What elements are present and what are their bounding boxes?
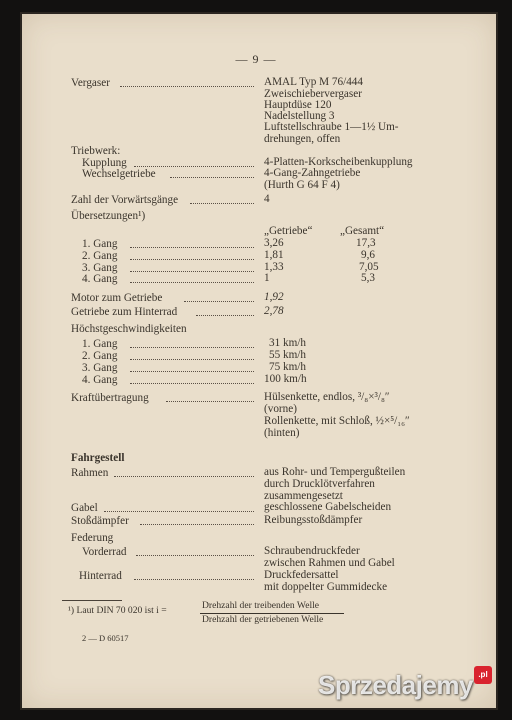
leader-dots xyxy=(136,553,254,556)
vergaser-line-5: Luftstellschraube 1—1½ Um- xyxy=(264,121,399,133)
rahmen-line-2: durch Drucklötverfahren xyxy=(264,478,375,490)
watermark-badge: .pl xyxy=(474,666,492,684)
hinterrad-label: Hinterrad xyxy=(79,570,122,582)
speed-gear-name: 1. Gang xyxy=(82,338,118,350)
kraft-line-4: (hinten) xyxy=(264,427,300,439)
vorderrad-line-1: Schraubendruckfeder xyxy=(264,545,360,557)
leader-dots xyxy=(184,299,254,302)
leader-dots xyxy=(130,369,254,372)
motor-getriebe-value: 1,92 xyxy=(264,291,284,303)
footnote-numerator: Drehzahl der treibenden Welle xyxy=(202,600,320,611)
leader-dots xyxy=(114,474,254,477)
kraft-line-1: Hülsenkette, endlos, ³/₈×³/₈″ xyxy=(264,391,390,403)
gear-ratio-gesamt: 5,3 xyxy=(361,272,375,284)
speed-value: 100 km/h xyxy=(264,373,307,385)
leader-dots xyxy=(130,357,254,360)
hoechstgeschwindigkeiten-label: Höchstgeschwindigkeiten xyxy=(71,323,187,335)
leader-dots xyxy=(190,201,254,204)
vergaser-label: Vergaser xyxy=(71,77,110,89)
footnote-separator xyxy=(62,600,122,601)
kraftuebertragung-label: Kraftübertragung xyxy=(71,392,149,404)
leader-dots xyxy=(104,509,254,512)
vergaser-line-2: Zweischiebervergaser xyxy=(264,88,362,100)
rahmen-line-3: zusammengesetzt xyxy=(264,490,343,502)
leader-dots xyxy=(170,175,254,178)
kraft-line-2: (vorne) xyxy=(264,403,297,415)
stossdaempfer-label: Stoßdämpfer xyxy=(71,515,129,527)
motor-getriebe-label: Motor zum Getriebe xyxy=(71,292,163,304)
gear-ratio-name: 1. Gang xyxy=(82,238,118,250)
getriebe-hinterrad-value: 2,78 xyxy=(264,305,284,317)
rahmen-line-1: aus Rohr- und Tempergußteilen xyxy=(264,466,406,478)
vergaser-line-4: Nadelstellung 3 xyxy=(264,110,335,122)
leader-dots xyxy=(120,84,254,87)
col-gesamt-header: „Gesamt“ xyxy=(340,225,385,237)
gear-ratio-gesamt: 7,05 xyxy=(359,261,379,273)
speed-value: 75 km/h xyxy=(269,361,306,373)
stossdaempfer-value: Reibungsstoßdämpfer xyxy=(264,514,363,526)
leader-dots xyxy=(196,313,254,316)
leader-dots xyxy=(130,269,254,272)
leader-dots xyxy=(130,280,254,283)
speed-value: 31 km/h xyxy=(269,337,306,349)
leader-dots xyxy=(130,245,254,248)
leader-dots xyxy=(130,381,254,384)
vorwaertsgaenge-value: 4 xyxy=(264,193,270,205)
rahmen-label: Rahmen xyxy=(71,467,109,479)
leader-dots xyxy=(134,577,254,580)
fahrgestell-heading: Fahrgestell xyxy=(71,452,125,464)
speed-gear-name: 3. Gang xyxy=(82,362,118,374)
vergaser-line-1: AMAL Typ M 76/444 xyxy=(264,76,363,88)
speed-gear-name: 2. Gang xyxy=(82,350,118,362)
uebersetzungen-label: Übersetzungen¹) xyxy=(71,210,146,222)
vergaser-line-6: drehungen, offen xyxy=(264,133,341,145)
gear-ratio-getriebe: 1,81 xyxy=(264,249,284,261)
vergaser-line-3: Hauptdüse 120 xyxy=(264,99,332,111)
triebwerk-label: Triebwerk: xyxy=(71,145,121,157)
leader-dots xyxy=(130,257,254,260)
kraft-line-3: Rollenkette, mit Schloß, ½×⁵/₁₆″ xyxy=(264,415,410,427)
vorderrad-line-2: zwischen Rahmen und Gabel xyxy=(264,557,395,569)
leader-dots xyxy=(140,522,254,525)
gabel-value: geschlossene Gabelscheiden xyxy=(264,501,392,513)
gear-ratio-name: 4. Gang xyxy=(82,273,118,285)
speed-gear-name: 4. Gang xyxy=(82,374,118,386)
gear-ratio-getriebe: 1,33 xyxy=(264,261,284,273)
hinterrad-line-2: mit doppelter Gummidecke xyxy=(264,581,388,593)
print-code: 2 — D 60517 xyxy=(82,633,129,643)
leader-dots xyxy=(134,164,254,167)
kupplung-label: Kupplung xyxy=(82,157,127,169)
wechselgetriebe-line-1: 4-Gang-Zahngetriebe xyxy=(264,167,361,179)
gear-ratio-getriebe: 3,26 xyxy=(264,237,284,249)
page-number: — 9 — xyxy=(235,52,277,66)
leader-dots xyxy=(130,345,254,348)
gear-ratio-name: 3. Gang xyxy=(82,262,118,274)
gear-ratio-gesamt: 9,6 xyxy=(361,249,375,261)
wechselgetriebe-line-2: (Hurth G 64 F 4) xyxy=(264,179,340,191)
speed-value: 55 km/h xyxy=(269,349,306,361)
federung-label: Federung xyxy=(71,532,114,544)
vorwaertsgaenge-label: Zahl der Vorwärtsgänge xyxy=(71,194,179,206)
wechselgetriebe-label: Wechselgetriebe xyxy=(82,168,156,180)
getriebe-hinterrad-label: Getriebe zum Hinterrad xyxy=(71,306,178,318)
footnote-denominator: Drehzahl der getriebenen Welle xyxy=(202,614,324,625)
footnote-prefix: ¹) Laut DIN 70 020 ist i = xyxy=(68,605,167,616)
gear-ratio-name: 2. Gang xyxy=(82,250,118,262)
hinterrad-line-1: Druckfedersattel xyxy=(264,569,339,581)
col-getriebe-header: „Getriebe“ xyxy=(264,225,313,237)
vorderrad-label: Vorderrad xyxy=(82,546,127,558)
leader-dots xyxy=(166,399,254,402)
watermark-text: Sprzedajemy xyxy=(318,670,473,700)
gabel-label: Gabel xyxy=(71,502,98,514)
kupplung-value: 4-Platten-Korkscheibenkupplung xyxy=(264,156,413,168)
gear-ratio-gesamt: 17,3 xyxy=(356,237,376,249)
gear-ratio-getriebe: 1 xyxy=(264,272,270,284)
